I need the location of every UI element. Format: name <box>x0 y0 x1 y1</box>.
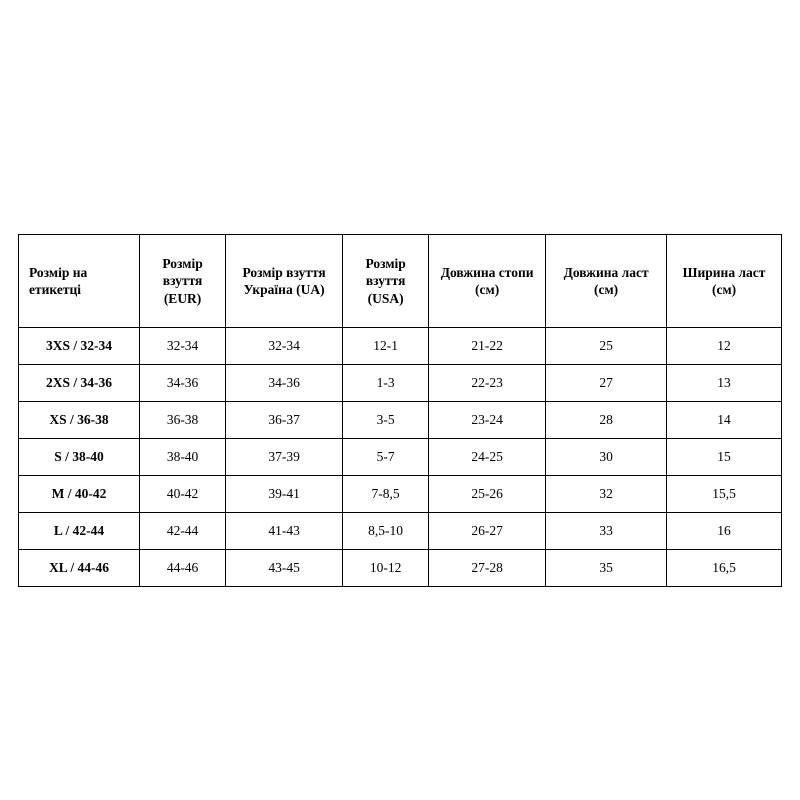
cell-eur: 42-44 <box>140 513 226 550</box>
cell-ua: 36-37 <box>226 402 343 439</box>
cell-foot-length: 24-25 <box>429 439 546 476</box>
column-header-eur: Розмір взуття (EUR) <box>140 235 226 328</box>
size-chart-table-wrapper <box>18 234 782 587</box>
table-body <box>19 328 782 587</box>
cell-fin-width: 16 <box>667 513 782 550</box>
cell-ua: 41-43 <box>226 513 343 550</box>
cell-eur: 44-46 <box>140 550 226 587</box>
cell-fin-length: 33 <box>546 513 667 550</box>
cell-usa: 10-12 <box>343 550 429 587</box>
cell-usa: 5-7 <box>343 439 429 476</box>
table-header-row <box>19 235 782 328</box>
cell-eur: 36-38 <box>140 402 226 439</box>
cell-usa: 8,5-10 <box>343 513 429 550</box>
cell-usa: 12-1 <box>343 328 429 365</box>
table-row <box>19 439 782 476</box>
column-header-foot-length: Довжина стопи (см) <box>429 235 546 328</box>
cell-fin-length: 35 <box>546 550 667 587</box>
cell-eur: 38-40 <box>140 439 226 476</box>
cell-label-size: L / 42-44 <box>19 513 140 550</box>
cell-fin-width: 15,5 <box>667 476 782 513</box>
table-row <box>19 550 782 587</box>
cell-fin-width: 15 <box>667 439 782 476</box>
cell-ua: 34-36 <box>226 365 343 402</box>
table-row <box>19 328 782 365</box>
cell-foot-length: 23-24 <box>429 402 546 439</box>
column-header-fin-width: Ширина ласт (см) <box>667 235 782 328</box>
cell-usa: 7-8,5 <box>343 476 429 513</box>
column-header-usa: Розмір взуття (USA) <box>343 235 429 328</box>
cell-fin-width: 16,5 <box>667 550 782 587</box>
cell-fin-width: 12 <box>667 328 782 365</box>
cell-foot-length: 25-26 <box>429 476 546 513</box>
cell-fin-length: 30 <box>546 439 667 476</box>
cell-label-size: XL / 44-46 <box>19 550 140 587</box>
cell-eur: 40-42 <box>140 476 226 513</box>
cell-fin-width: 13 <box>667 365 782 402</box>
table-header <box>19 235 782 328</box>
table-row <box>19 476 782 513</box>
column-header-ua: Розмір взуття Україна (UA) <box>226 235 343 328</box>
cell-eur: 32-34 <box>140 328 226 365</box>
cell-label-size: XS / 36-38 <box>19 402 140 439</box>
cell-ua: 32-34 <box>226 328 343 365</box>
size-chart-table <box>18 234 782 587</box>
cell-foot-length: 27-28 <box>429 550 546 587</box>
column-header-fin-length: Довжина ласт (см) <box>546 235 667 328</box>
table-row <box>19 402 782 439</box>
cell-fin-width: 14 <box>667 402 782 439</box>
cell-fin-length: 27 <box>546 365 667 402</box>
cell-foot-length: 26-27 <box>429 513 546 550</box>
cell-fin-length: 28 <box>546 402 667 439</box>
cell-label-size: S / 38-40 <box>19 439 140 476</box>
table-row <box>19 513 782 550</box>
cell-ua: 39-41 <box>226 476 343 513</box>
cell-label-size: 3XS / 32-34 <box>19 328 140 365</box>
cell-label-size: 2XS / 34-36 <box>19 365 140 402</box>
cell-eur: 34-36 <box>140 365 226 402</box>
cell-label-size: M / 40-42 <box>19 476 140 513</box>
cell-usa: 1-3 <box>343 365 429 402</box>
cell-ua: 37-39 <box>226 439 343 476</box>
cell-fin-length: 25 <box>546 328 667 365</box>
cell-fin-length: 32 <box>546 476 667 513</box>
column-header-label-size: Розмір на етикетці <box>19 235 140 328</box>
cell-foot-length: 22-23 <box>429 365 546 402</box>
table-row <box>19 365 782 402</box>
cell-foot-length: 21-22 <box>429 328 546 365</box>
cell-ua: 43-45 <box>226 550 343 587</box>
cell-usa: 3-5 <box>343 402 429 439</box>
